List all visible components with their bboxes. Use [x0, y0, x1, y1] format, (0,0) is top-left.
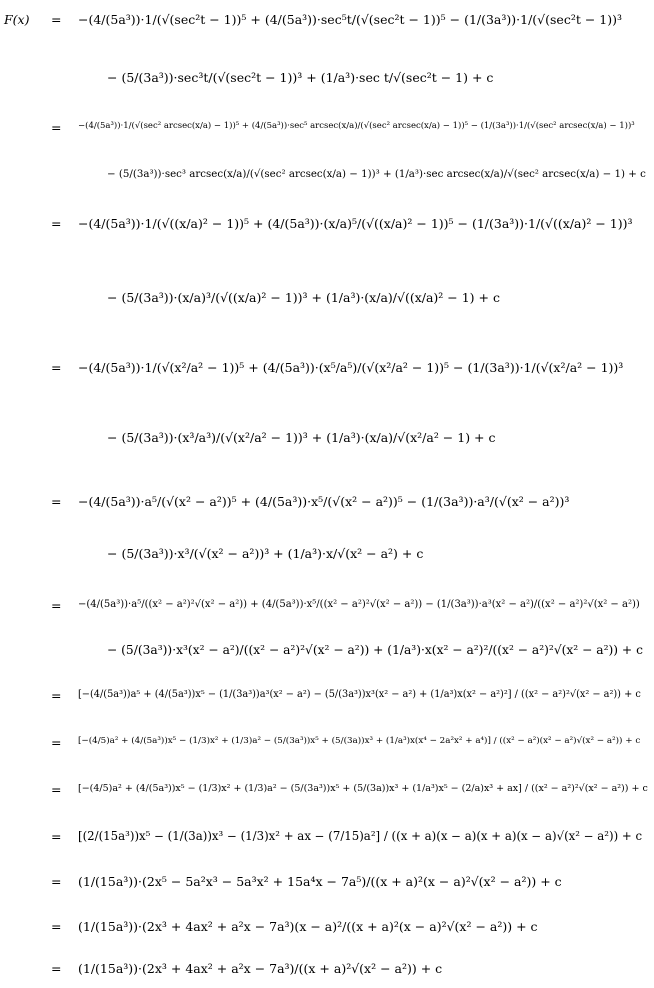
relation-symbol: = — [51, 598, 62, 613]
expression-text: − (5/(3a³))·x³(x² − a²)/((x² − a²)²√(x² − a²)) + (1/a³)·x(x² − a²)²/((x² − a²)²√(x² − a²)) + c — [107, 643, 643, 657]
expression-text: − (5/(3a³))·sec³ arcsec(x/a)/(√(sec² arcsec(x/a) − 1))³ + (1/a³)·sec arcsec(x/a)/√(sec² arcsec(x/a) − 1) + c — [107, 168, 646, 180]
expression-text: − (5/(3a³))·(x/a)³/(√((x/a)² − 1))³ + (1/a³)·(x/a)/√((x/a)² − 1) + c — [107, 290, 500, 305]
expression-text: −(4/(5a³))·1/(√(sec²t − 1))⁵ + (4/(5a³))·sec⁵t/(√(sec²t − 1))⁵ − (1/(3a³))·1/(√(sec²t − 1))³ — [78, 12, 622, 27]
relation-symbol: = — [51, 688, 62, 703]
relation-symbol: = — [51, 829, 62, 844]
relation-symbol: = — [51, 961, 62, 976]
relation-symbol: = — [51, 919, 62, 934]
expression-text: (1/(15a³))·(2x³ + 4ax² + a²x − 7a³)(x − a)²/((x + a)²(x − a)²√(x² − a²)) + c — [78, 919, 538, 934]
relation-symbol: = — [51, 735, 62, 750]
lhs-label: F(x) — [4, 12, 30, 27]
relation-symbol: = — [51, 360, 62, 375]
expression-text: −(4/(5a³))·1/(√(sec² arcsec(x/a) − 1))⁵ + (4/(5a³))·sec⁵ arcsec(x/a)/(√(sec² arcsec(x/a) − 1))⁵ − (1/(3a³))·1/(√(sec² arcsec(x/a) − 1))³ — [78, 121, 635, 131]
relation-symbol: = — [51, 216, 62, 231]
expression-text: −(4/(5a³))·a⁵/((x² − a²)²√(x² − a²)) + (4/(5a³))·x⁵/((x² − a²)²√(x² − a²)) − (1/(3a³))·a³(x² − a²)/((x² − a²)²√(x² − a²)) — [78, 599, 640, 610]
expression-text: − (5/(3a³))·x³/(√(x² − a²))³ + (1/a³)·x/√(x² − a²) + c — [107, 546, 424, 561]
expression-text: (1/(15a³))·(2x⁵ − 5a²x³ − 5a³x² + 15a⁴x − 7a⁵)/((x + a)²(x − a)²√(x² − a²)) + c — [78, 874, 562, 889]
expression-text: [−(4/5)a² + (4/(5a³))x⁵ − (1/3)x² + (1/3)a² − (5/(3a³))x⁵ + (5/(3a))x³ + (1/a³)x(x⁴ − 2a²x² + a⁴)] / ((x² − a²)(x² − a²)√(x² − a²)) + c — [78, 736, 641, 746]
expression-text: − (5/(3a³))·(x³/a³)/(√(x²/a² − 1))³ + (1/a³)·(x/a)/√(x²/a² − 1) + c — [107, 430, 496, 445]
relation-symbol: = — [51, 494, 62, 509]
relation-symbol: = — [51, 12, 62, 27]
expression-text: −(4/(5a³))·1/(√(x²/a² − 1))⁵ + (4/(5a³))·(x⁵/a⁵)/(√(x²/a² − 1))⁵ − (1/(3a³))·1/(√(x²/a² − 1))³ — [78, 360, 624, 375]
expression-text: − (5/(3a³))·sec³t/(√(sec²t − 1))³ + (1/a³)·sec t/√(sec²t − 1) + c — [107, 70, 494, 85]
relation-symbol: = — [51, 120, 62, 135]
expression-text: −(4/(5a³))·a⁵/(√(x² − a²))⁵ + (4/(5a³))·x⁵/(√(x² − a²))⁵ − (1/(3a³))·a³/(√(x² − a²))³ — [78, 494, 570, 509]
expression-text: (1/(15a³))·(2x³ + 4ax² + a²x − 7a³)/((x + a)²√(x² − a²)) + c — [78, 961, 443, 976]
relation-symbol: = — [51, 782, 62, 797]
relation-symbol: = — [51, 874, 62, 889]
expression-text: [(2/(15a³))x⁵ − (1/(3a))x³ − (1/3)x² + ax − (7/15)a²] / ((x + a)(x − a)(x + a)(x − a)√(x² − a²)) + c — [78, 829, 643, 843]
expression-text: [−(4/(5a³))a⁵ + (4/(5a³))x⁵ − (1/(3a³))a³(x² − a²) − (5/(3a³))x³(x² − a²) + (1/a³)x(x² − a²)²] / ((x² − a²)²√(x² − a²)) + c — [78, 689, 641, 700]
expression-text: [−(4/5)a² + (4/(5a³))x⁵ − (1/3)x² + (1/3)a² − (5/(3a³))x⁵ + (5/(3a))x³ + (1/a³)x⁵ − (2/a)x³ + ax] / ((x² − a²)²√(x² − a²)) + c — [78, 783, 648, 794]
expression-text: −(4/(5a³))·1/(√((x/a)² − 1))⁵ + (4/(5a³))·(x/a)⁵/(√((x/a)² − 1))⁵ − (1/(3a³))·1/(√((x/a)² − 1))³ — [78, 216, 633, 231]
